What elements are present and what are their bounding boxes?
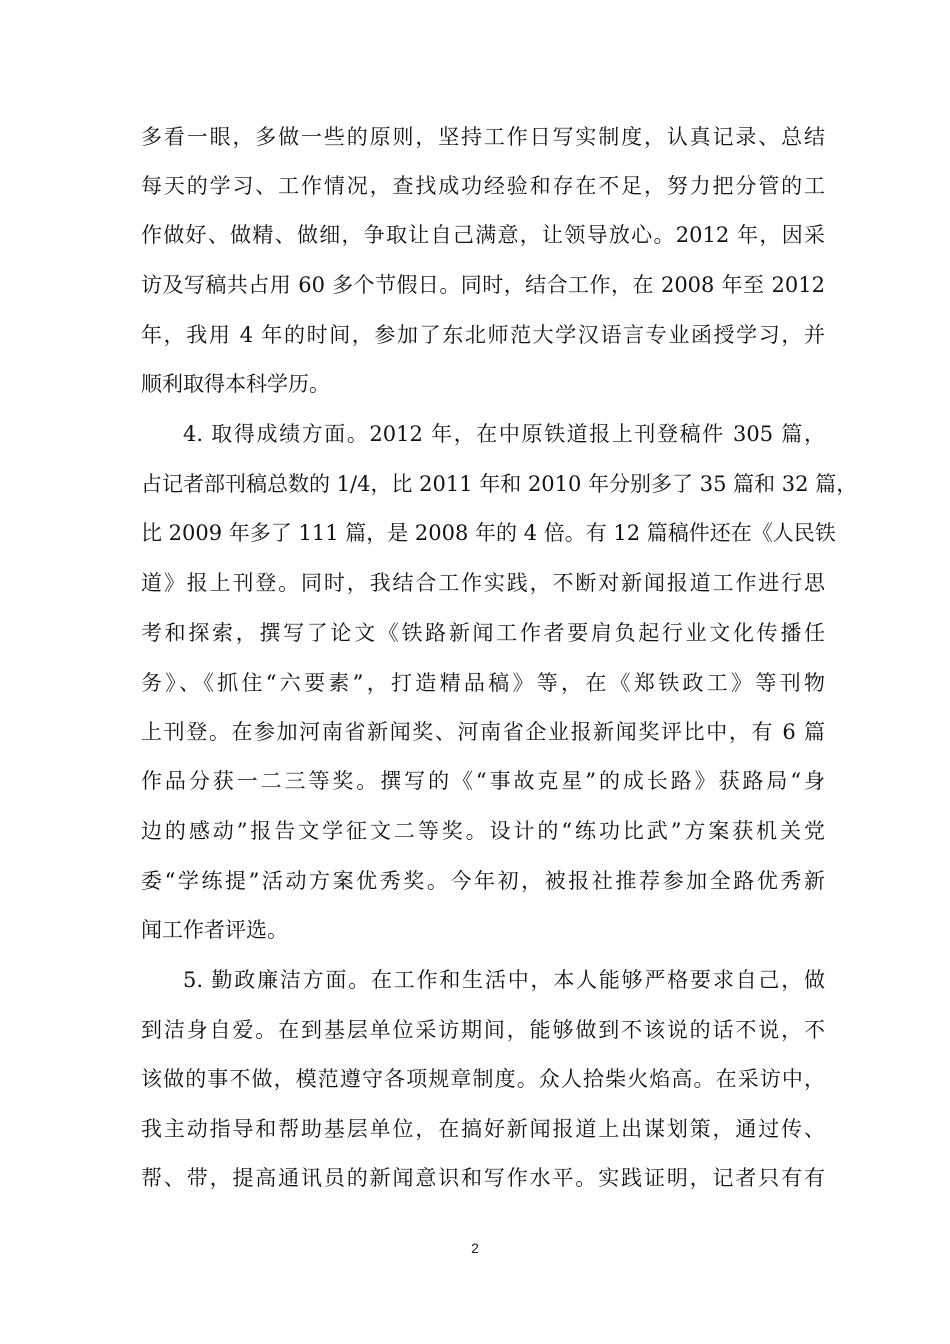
paragraph-1-line: 每天的学习、工作情况，查找成功经验和存在不足，努力把分管的工 bbox=[141, 174, 825, 198]
paragraph-3-line: 该做的事不做，模范遵守各项规章制度。众人拾柴火焰高。在采访中， bbox=[141, 1067, 825, 1091]
paragraph-2-line: 作品分获一二三等奖。撰写的《“事故克星”的成长路》获路局“身 bbox=[141, 769, 825, 793]
paragraph-2-line: 占记者部刊稿总数的 1/4，比 2011 年和 2010 年分别多了 35 篇和 32 篇， bbox=[141, 472, 858, 496]
paragraph-1-line: 多看一眼，多做一些的原则，坚持工作日写实制度，认真记录、总结 bbox=[141, 125, 825, 149]
paragraph-1-line: 顺利取得本科学历。 bbox=[141, 372, 330, 396]
paragraph-2-line: 边的感动”报告文学征文二等奖。设计的“练功比武”方案获机关党 bbox=[141, 819, 825, 843]
paragraph-2-line: 道》报上刊登。同时，我结合工作实践，不断对新闻报道工作进行思 bbox=[141, 571, 825, 595]
paragraph-3-line: 我主动指导和帮助基层单位，在搞好新闻报道上出谋划策，通过传、 bbox=[141, 1117, 825, 1141]
paragraph-2-line: 务》、《抓住“六要素”，打造精品稿》等，在《郑铁政工》等刊物 bbox=[141, 671, 825, 695]
paragraph-2-line: 4. 取得成绩方面。2012 年，在中原铁道报上刊登稿件 305 篇， bbox=[183, 422, 825, 446]
paragraph-1-line: 访及写稿共占用 60 多个节假日。同时，结合工作，在 2008 年至 2012 bbox=[141, 273, 825, 297]
paragraph-2-line: 比 2009 年多了 111 篇，是 2008 年的 4 倍。有 12 篇稿件还在《人民铁 bbox=[141, 521, 836, 545]
paragraph-3-line: 5. 勤政廉洁方面。在工作和生活中，本人能够严格要求自己，做 bbox=[183, 968, 825, 992]
paragraph-3-line: 到洁身自爱。在到基层单位采访期间，能够做到不该说的话不说，不 bbox=[141, 1018, 825, 1042]
paragraph-2-line: 上刊登。在参加河南省新闻奖、河南省企业报新闻奖评比中，有 6 篇 bbox=[141, 720, 825, 744]
paragraph-2-line: 委“学练提”活动方案优秀奖。今年初，被报社推荐参加全路优秀新 bbox=[141, 869, 825, 893]
paragraph-1-line: 年，我用 4 年的时间，参加了东北师范大学汉语言专业函授学习，并 bbox=[141, 323, 825, 347]
paragraph-1-line: 作做好、做精、做细，争取让自己满意，让领导放心。2012 年，因采 bbox=[141, 223, 825, 247]
paragraph-2-line: 闻工作者评选。 bbox=[141, 918, 288, 942]
paragraph-2-line: 考和探索，撰写了论文《铁路新闻工作者要肩负起行业文化传播任 bbox=[141, 621, 825, 645]
page-number: 2 bbox=[471, 1240, 479, 1256]
paragraph-3-line: 帮、带，提高通讯员的新闻意识和写作水平。实践证明，记者只有有 bbox=[141, 1166, 825, 1190]
